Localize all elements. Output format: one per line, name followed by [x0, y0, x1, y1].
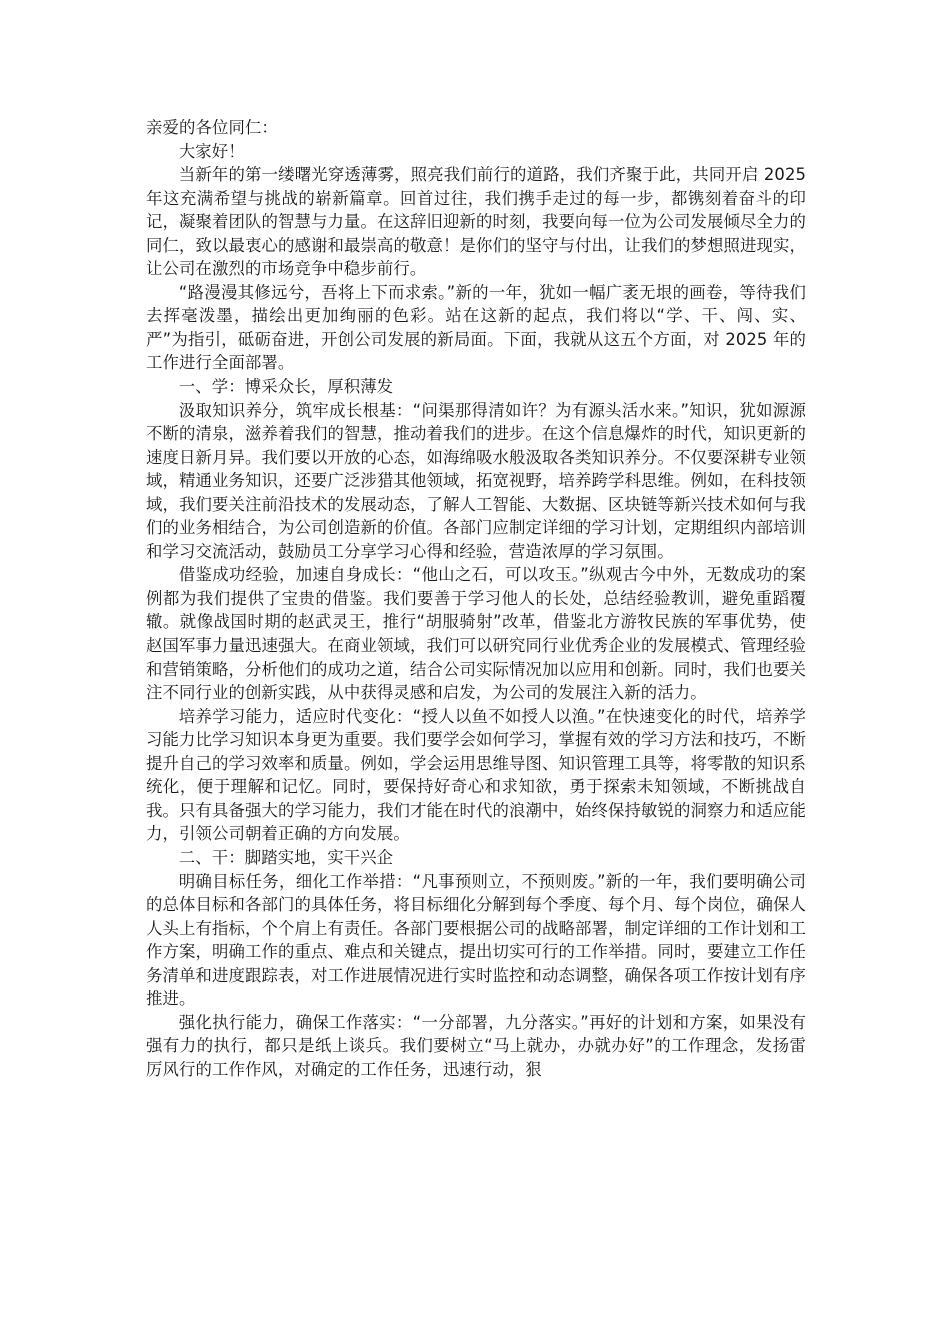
section-heading-study: 一、学：博采众长，厚积薄发 [178, 377, 394, 397]
greeting: 大家好！ [178, 141, 245, 161]
section1-paragraph-3: 培养学习能力，适应时代变化：“授人以鱼不如授人以渔。”在快速变化的时代，培养学习能力比学习知识本身更为重要。我们要学会如何学习，掌握有效的学习方法和技巧，不断提升自己的学习效率和质量。例如，学会运用思维导图、知识管理工具等，将零散的知识系统化，便于理解和记忆。同时，要保持好奇心和求知欲，勇于探索未知领域，不断挑战自我。只有具备强大的学习能力，我们才能在时代的浪潮中，始终保持敏锐的洞察力和适应能力，引领公司朝着正确的方向发展。 [146, 706, 806, 844]
section2-paragraph-1: 明确目标任务，细化工作举措：“凡事预则立，不预则废。”新的一年，我们要明确公司的总体目标和各部门的具体任务，将目标细化分解到每个季度、每个月、每个岗位，确保人人头上有指标，个个肩上有责任。各部门要根据公司的战略部署，制定详细的工作计划和工作方案，明确工作的重点、难点和关键点，提出切实可行的工作举措。同时，要建立工作任务清单和进度跟踪表，对工作进展情况进行实时监控和动态调整，确保各项工作按计划有序推进。 [146, 871, 806, 1009]
intro-paragraph-1: 当新年的第一缕曙光穿透薄雾，照亮我们前行的道路，我们齐聚于此，共同开启 2025 年这充满希望与挑战的崭新篇章。回首过往，我们携手走过的每一步，都镌刻着奋斗的印记，凝聚着团队的智慧与力量。在这辞旧迎新的时刻，我要向每一位为公司发展倾尽全力的同仁，致以最衷心的感谢和最崇高的敬意！是你们的坚守与付出，让我们的梦想照进现实，让公司在激烈的市场竞争中稳步前行。 [146, 165, 806, 279]
section-heading-work: 二、干：脚踏实地，实干兴企 [178, 847, 394, 867]
intro-paragraph-2: “路漫漫其修远兮，吾将上下而求索。”新的一年，犹如一幅广袤无垠的画卷，等待我们去挥毫泼墨，描绘出更加绚丽的色彩。站在这新的起点，我们将以“学、干、闯、实、严”为指引，砥砺奋进，开创公司发展的新局面。下面，我就从这五个方面，对 2025 年的工作进行全面部署。 [146, 282, 807, 373]
section1-paragraph-2: 借鉴成功经验，加速自身成长：“他山之石，可以攻玉。”纵观古今中外，无数成功的案例都为我们提供了宝贵的借鉴。我们要善于学习他人的长处，总结经验教训，避免重蹈覆辙。就像战国时期的赵武灵王，推行“胡服骑射”改革，借鉴北方游牧民族的军事优势，使赵国军事力量迅速强大。在商业领域，我们可以研究同行业优秀企业的发展模式、管理经验和营销策略，分析他们的成功之道，结合公司实际情况加以应用和创新。同时，我们也要关注不同行业的创新实践，从中获得灵感和启发，为公司的发展注入新的活力。 [146, 565, 806, 703]
section1-paragraph-1: 汲取知识养分，筑牢成长根基：“问渠那得清如许？为有源头活水来。”知识，犹如源源不断的清泉，滋养着我们的智慧，推动着我们的进步。在这个信息爆炸的时代，知识更新的速度日新月异。我们要以开放的心态，如海绵吸水般汲取各类知识养分。不仅要深耕专业领域，精通业务知识，还要广泛涉猎其他领域，拓宽视野，培养跨学科思维。例如，在科技领域，我们要关注前沿技术的发展动态，了解人工智能、大数据、区块链等新兴技术如何与我们的业务相结合，为公司创造新的价值。各部门应制定详细的学习计划，定期组织内部培训和学习交流活动，鼓励员工分享学习心得和经验，营造浓厚的学习氛围。 [146, 400, 806, 561]
salutation: 亲爱的各位同仁： [146, 118, 278, 137]
section2-paragraph-2: 强化执行能力，确保工作落实：“一分部署，九分落实。”再好的计划和方案，如果没有强有力的执行，都只是纸上谈兵。我们要树立“马上就办，办就办好”的工作理念，发扬雷厉风行的工作作风，对确定的工作任务，迅速行动，狠 [146, 1012, 806, 1079]
document-page [146, 116, 806, 1081]
